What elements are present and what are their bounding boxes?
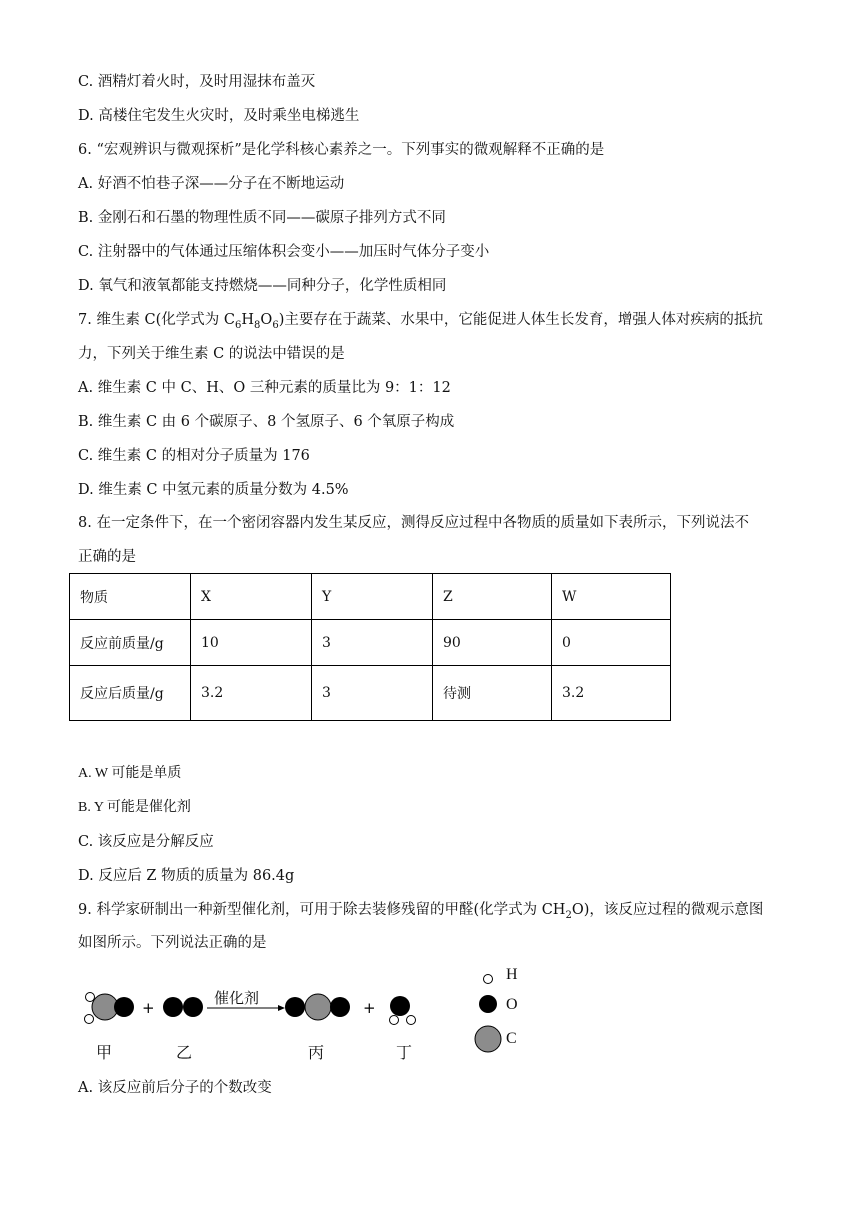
legend-label-h: H [506,966,518,983]
table-header-cell: X [191,574,312,620]
legend-label-o: O [506,996,518,1013]
plus-sign-1: + [142,999,155,1017]
arrowhead [278,1005,285,1011]
q7-option-c: C. 维生素 C 的相对分子质量为 176 [78,448,310,464]
q7-option-a: A. 维生素 C 中 C、H、O 三种元素的质量比为 9：1：12 [78,380,451,396]
table-cell: 待测 [433,666,552,721]
molecule-jia [85,993,135,1024]
table-cell: 3 [312,620,433,666]
legend [475,975,501,1053]
table-cell: 0 [552,620,671,666]
q8-option-a: A. W 可能是单质 [78,766,182,781]
molecule-bing [285,994,350,1020]
q5-option-d: D. 高楼住宅发生火灾时，及时乘坐电梯逃生 [78,108,360,124]
q6-option-a: A. 好酒不怕巷子深——分子在不断地运动 [78,176,345,192]
q9-option-a: A. 该反应前后分子的个数改变 [78,1080,272,1096]
table-cell: 90 [433,620,552,666]
q8-option-b: B. Y 可能是催化剂 [78,800,191,815]
q7-stem-line2: 力，下列关于维生素 C 的说法中错误的是 [78,346,345,362]
table-cell: 3.2 [191,666,312,721]
q8-option-c: C. 该反应是分解反应 [78,834,214,850]
label-bing: 丙 [308,1043,325,1062]
table-header-cell: Z [433,574,552,620]
label-yi: 乙 [176,1043,193,1062]
catalyst-label: 催化剂 [214,989,260,1007]
q8-mass-table [69,573,671,721]
q9-stem-post: O)，该反应过程的微观示意图 [571,902,764,918]
label-ding: 丁 [396,1043,413,1062]
label-jia: 甲 [96,1043,113,1062]
q8-stem-line2: 正确的是 [78,549,136,565]
q7-h: H [241,312,255,328]
table-cell: 3.2 [552,666,671,721]
table-header-cell: Y [312,574,433,620]
reaction-diagram [76,962,536,1062]
q9-stem-pre: 9. 科学家研制出一种新型催化剂，可用于除去装修残留的甲醛(化学式为 CH [78,902,566,918]
q6-option-b: B. 金刚石和石墨的物理性质不同——碳原子排列方式不同 [78,210,446,226]
q7-sub-o: 6 [272,319,279,331]
q7-stem-pre: 7. 维生素 C(化学式为 C [78,312,236,328]
legend-o-symbol [479,995,497,1013]
q9-sub: 2 [565,909,572,921]
q8-stem-line1: 8. 在一定条件下，在一个密闭容器内发生某反应，测得反应过程中各物质的质量如下表所示，下列说法不 [78,515,749,531]
q7-stem-post: )主要存在于蔬菜、水果中，它能促进人体生长发育，增强人体对疾病的抵抗 [278,312,763,328]
molecule-ding [390,996,416,1025]
reaction-diagram-svg [76,962,536,1062]
q6-option-c: C. 注射器中的气体通过压缩体积会变小——加压时气体分子变小 [78,244,490,260]
q9-stem-line2: 如图所示。下列说法正确的是 [78,935,267,951]
q7-stem [78,310,763,336]
q9-stem [78,900,763,926]
legend-h-symbol [484,975,493,984]
q7-sub-c: 6 [235,319,242,331]
table-header-cell: 物质 [70,574,191,620]
table-row [70,666,671,721]
molecule-yi [163,997,203,1017]
q7-o: O [260,312,273,328]
q7-option-b: B. 维生素 C 由 6 个碳原子、8 个氢原子、6 个氧原子构成 [78,414,455,430]
legend-c-symbol [475,1026,501,1052]
table-row [70,620,671,666]
table-header-cell: W [552,574,671,620]
q5-option-c: C. 酒精灯着火时，及时用湿抹布盖灭 [78,74,316,90]
legend-label-c: C [506,1030,517,1047]
table-cell: 10 [191,620,312,666]
plus-sign-2: + [363,999,376,1017]
table-cell: 3 [312,666,433,721]
table-header-row [70,574,671,620]
q8-option-d: D. 反应后 Z 物质的质量为 86.4g [78,868,295,884]
q7-sub-h: 8 [254,319,261,331]
table-cell: 反应前质量/g [70,620,191,666]
q6-stem: 6. “宏观辨识与微观探析”是化学科核心素养之一。下列事实的微观解释不正确的是 [78,142,605,158]
table-cell: 反应后质量/g [70,666,191,721]
q7-option-d: D. 维生素 C 中氢元素的质量分数为 4.5% [78,482,349,498]
q6-option-d: D. 氧气和液氧都能支持燃烧——同种分子，化学性质相同 [78,278,447,294]
